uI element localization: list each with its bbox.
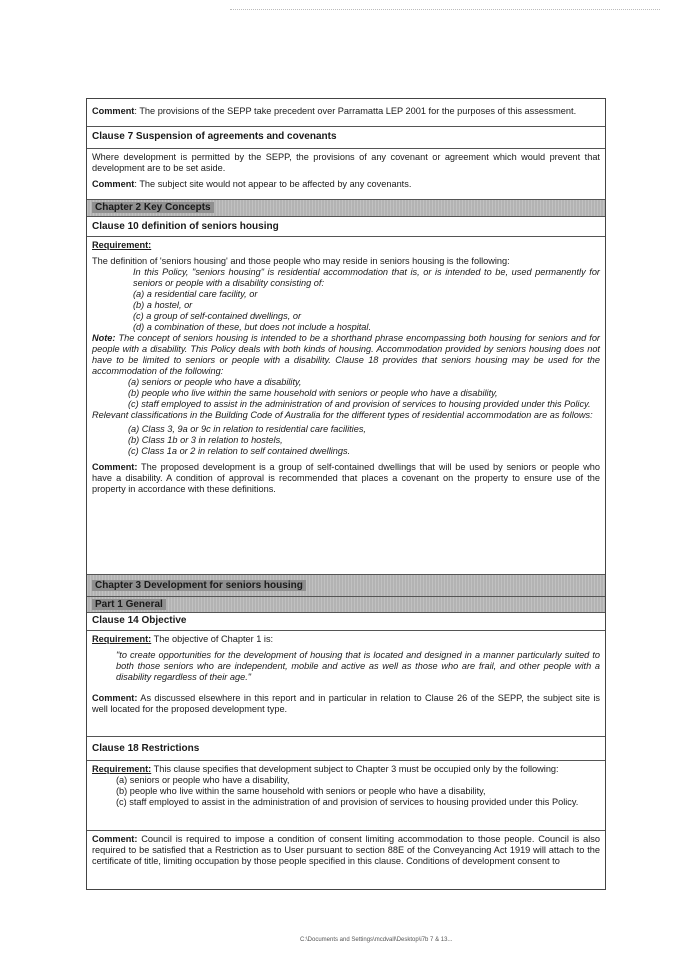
comment-text: As discussed elsewhere in this report and in particular in relation to Clause 26 of the SEPP, the subject site is well located for the proposed development type. xyxy=(92,693,600,714)
clause-7-text: Where development is permitted by the SEPP, the provisions of any covenant or agreement which would prevent that development are to be set aside. xyxy=(92,152,600,173)
comment-text: : The subject site would not appear to be affected by any covenants. xyxy=(134,179,412,189)
clause-18-requirement: Requirement: This clause specifies that development subject to Chapter 3 must be occupied only by the following: (a) seniors or people who have a disability, (b) people who live within the same household with seniors or people who have a disability, (c) staff employed to assist in the administration of and provision of services to housing provided under this Policy. xyxy=(87,761,605,831)
restriction-list xyxy=(92,775,600,808)
comment-label: Comment: xyxy=(92,462,138,472)
list-item: (c) Class 1a or 2 in relation to self contained dwellings. xyxy=(128,446,351,456)
list-item: (d) a combination of these, but does not include a hospital. xyxy=(133,322,372,332)
note-list xyxy=(92,377,600,410)
comment-text: : The provisions of the SEPP take precedent over Parramatta LEP 2001 for the purposes of this assessment. xyxy=(134,106,577,116)
bca-classifications-intro: Relevant classifications in the Building Code of Australia for the different types of residential accommodation are as follows: xyxy=(92,410,593,420)
comment-label: Comment xyxy=(92,179,135,189)
list-item: (a) seniors or people who have a disability, xyxy=(116,775,290,785)
clause-14-heading: Clause 14 Objective xyxy=(87,613,605,631)
comment-label: Comment: xyxy=(92,693,138,703)
note-label: Note: xyxy=(92,333,116,343)
list-item: (a) seniors or people who have a disability, xyxy=(128,377,302,387)
chapter-2-heading: Chapter 2 Key Concepts xyxy=(87,200,605,217)
definition-quote: In this Policy, "seniors housing" is residential accommodation that is, or is intended to be, used permanently for seniors or people with a disability consisting of: (a) a residential care facility, or (b) a hostel, or (c) a group of self-contained dwellings, or (d) a combination of these, but does not include a hospital. xyxy=(133,267,600,332)
list-item: (b) people who live within the same household with seniors or people who have a disability, xyxy=(128,388,498,398)
clause-18-heading: Clause 18 Restrictions xyxy=(87,737,605,761)
list-item: (c) staff employed to assist in the administration of and provision of services to housing provided under this Policy. xyxy=(116,797,579,807)
comment-label: Comment: xyxy=(92,834,138,844)
requirement-label: Requirement: xyxy=(92,240,152,250)
clause-7-body xyxy=(87,149,605,200)
comment-label: Comment xyxy=(92,106,135,116)
list-item: (b) Class 1b or 3 in relation to hostels, xyxy=(128,435,283,445)
list-item: (b) people who live within the same household with seniors or people who have a disability, xyxy=(116,786,486,796)
part-1-heading: Part 1 General xyxy=(87,597,605,613)
clause-18-comment xyxy=(87,831,605,890)
definition-intro: The definition of 'seniors housing' and those people who may reside in seniors housing is the following: xyxy=(92,256,510,266)
list-item: (b) a hostel, or xyxy=(133,300,193,310)
clause-14-body: Requirement: The objective of Chapter 1 is: "to create opportunities for the development of housing that is located and designed in a manner particularly suited to both those seniors who are independent, mobile and active as well as those who are frail, and other people with a disability regardless of their age." Comment: As discussed elsewhere in this report and in particular in relation to Clause 26 of the SEPP, the subject site is well located for the proposed development type. xyxy=(87,631,605,737)
list-item: (c) staff employed to assist in the administration of and provision of services to housing provided under this Policy. xyxy=(128,399,591,409)
bca-class-list xyxy=(92,421,600,457)
clause-7-heading: Clause 7 Suspension of agreements and covenants xyxy=(87,127,605,149)
scan-artifact-line xyxy=(230,9,660,11)
clause-10-body xyxy=(87,237,605,575)
comment-text: The proposed development is a group of self-contained dwellings that will be used by seniors or people who have a disability. A condition of approval is recommended that places a covenant on the property to ensure use of the property in accordance with these definitions. xyxy=(92,462,600,494)
sepp-precedence-comment xyxy=(87,99,605,127)
clause-10-heading: Clause 10 definition of seniors housing xyxy=(87,217,605,237)
list-item: (a) Class 3, 9a or 9c in relation to residential care facilities, xyxy=(128,424,366,434)
objective-quote: "to create opportunities for the development of housing that is located and designed in a manner particularly suited to both those seniors who are independent, mobile and active as well as those who are frail, and other people with a disability regardless of their age." xyxy=(116,650,600,682)
footer-file-path: C:\Documents and Settings\mcdvall\Desktop\i7b 7 & 13... xyxy=(300,937,453,943)
list-item: (a) a residential care facility, or xyxy=(133,289,258,299)
definition-note: Note: The concept of seniors housing is intended to be a shorthand phrase encompassing both housing for seniors and for people with a disability. This Policy deals with both kinds of housing. Accommodation provided by seniors housing does not have to be limited to seniors or people with a disability. Clause 18 provides that seniors housing may be used for the accommodation of the following: xyxy=(92,333,600,376)
chapter-3-heading: Chapter 3 Development for seniors housing xyxy=(87,575,605,597)
assessment-table xyxy=(86,98,606,890)
requirement-label: Requirement: xyxy=(92,764,152,774)
requirement-label: Requirement: xyxy=(92,634,152,644)
list-item: (c) a group of self-contained dwellings, or xyxy=(133,311,302,321)
comment-text: Council is required to impose a condition of consent limiting accommodation to those people. Council is also required to be satisfied that a Restriction as to User pursuant to section 88E of the Conveyancing Act 1919 will attach to the certificate of title, limiting occupation by those people specified in this clause. Conditions of development consent to xyxy=(92,834,600,866)
